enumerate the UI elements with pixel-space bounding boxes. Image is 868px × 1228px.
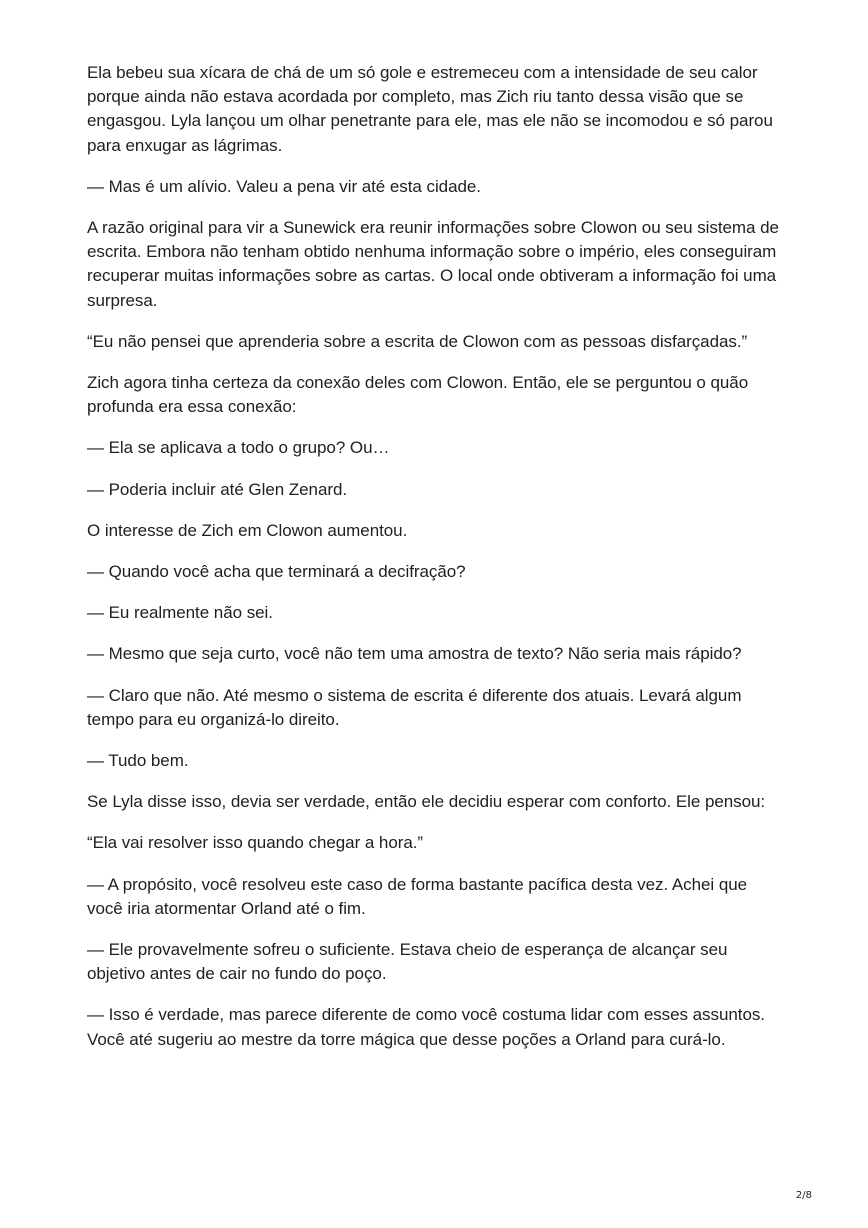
paragraph: Zich agora tinha certeza da conexão deles com Clowon. Então, ele se perguntou o quão profunda era essa conexão: bbox=[87, 373, 749, 417]
paragraph: A razão original para vir a Sunewick era reunir informações sobre Clowon ou seu sistema de escrita. Embora não tenham obtido nenhuma informação sobre o império, eles conseguiram recuperar muitas informações sobre as cartas. O local onde obtiveram a informação foi uma surpresa. bbox=[87, 218, 779, 310]
paragraph: — Mesmo que seja curto, você não tem uma amostra de texto? Não seria mais rápido? bbox=[87, 644, 742, 664]
paragraph: — Tudo bem. bbox=[87, 751, 189, 771]
document-body bbox=[87, 61, 787, 1069]
paragraph: — Mas é um alívio. Valeu a pena vir até esta cidade. bbox=[87, 176, 481, 196]
paragraph: — Eu realmente não sei. bbox=[87, 603, 273, 623]
paragraph: — Isso é verdade, mas parece diferente de como você costuma lidar com esses assuntos. Você até sugeriu ao mestre da torre mágica que desse poções a Orland para curá-lo. bbox=[87, 1005, 765, 1049]
paragraph: — A propósito, você resolveu este caso de forma bastante pacífica desta vez. Achei que você iria atormentar Orland até o fim. bbox=[87, 874, 748, 918]
paragraph: — Ele provavelmente sofreu o suficiente. Estava cheio de esperança de alcançar seu objetivo antes de cair no fundo do poço. bbox=[87, 940, 728, 984]
paragraph: — Ela se aplicava a todo o grupo? Ou… bbox=[87, 438, 390, 458]
paragraph: “Eu não pensei que aprenderia sobre a escrita de Clowon com as pessoas disfarçadas.” bbox=[87, 331, 748, 351]
paragraph: Ela bebeu sua xícara de chá de um só gole e estremeceu com a intensidade de seu calor porque ainda não estava acordada por completo, mas Zich riu tanto dessa visão que se engasgou. Lyla lançou um olhar penetrante para ele, mas ele não se incomodou e só parou para enxugar as lágrimas. bbox=[87, 63, 773, 155]
paragraph: Se Lyla disse isso, devia ser verdade, então ele decidiu esperar com conforto. Ele pensou: bbox=[87, 792, 766, 812]
paragraph: — Quando você acha que terminará a decifração? bbox=[87, 562, 466, 582]
page-number: 2/8 bbox=[795, 1190, 812, 1201]
paragraph: — Poderia incluir até Glen Zenard. bbox=[87, 479, 348, 499]
paragraph: O interesse de Zich em Clowon aumentou. bbox=[87, 520, 408, 540]
paragraph: “Ela vai resolver isso quando chegar a hora.” bbox=[87, 833, 424, 853]
paragraph: — Claro que não. Até mesmo o sistema de escrita é diferente dos atuais. Levará algum tempo para eu organizá-lo direito. bbox=[87, 685, 742, 729]
